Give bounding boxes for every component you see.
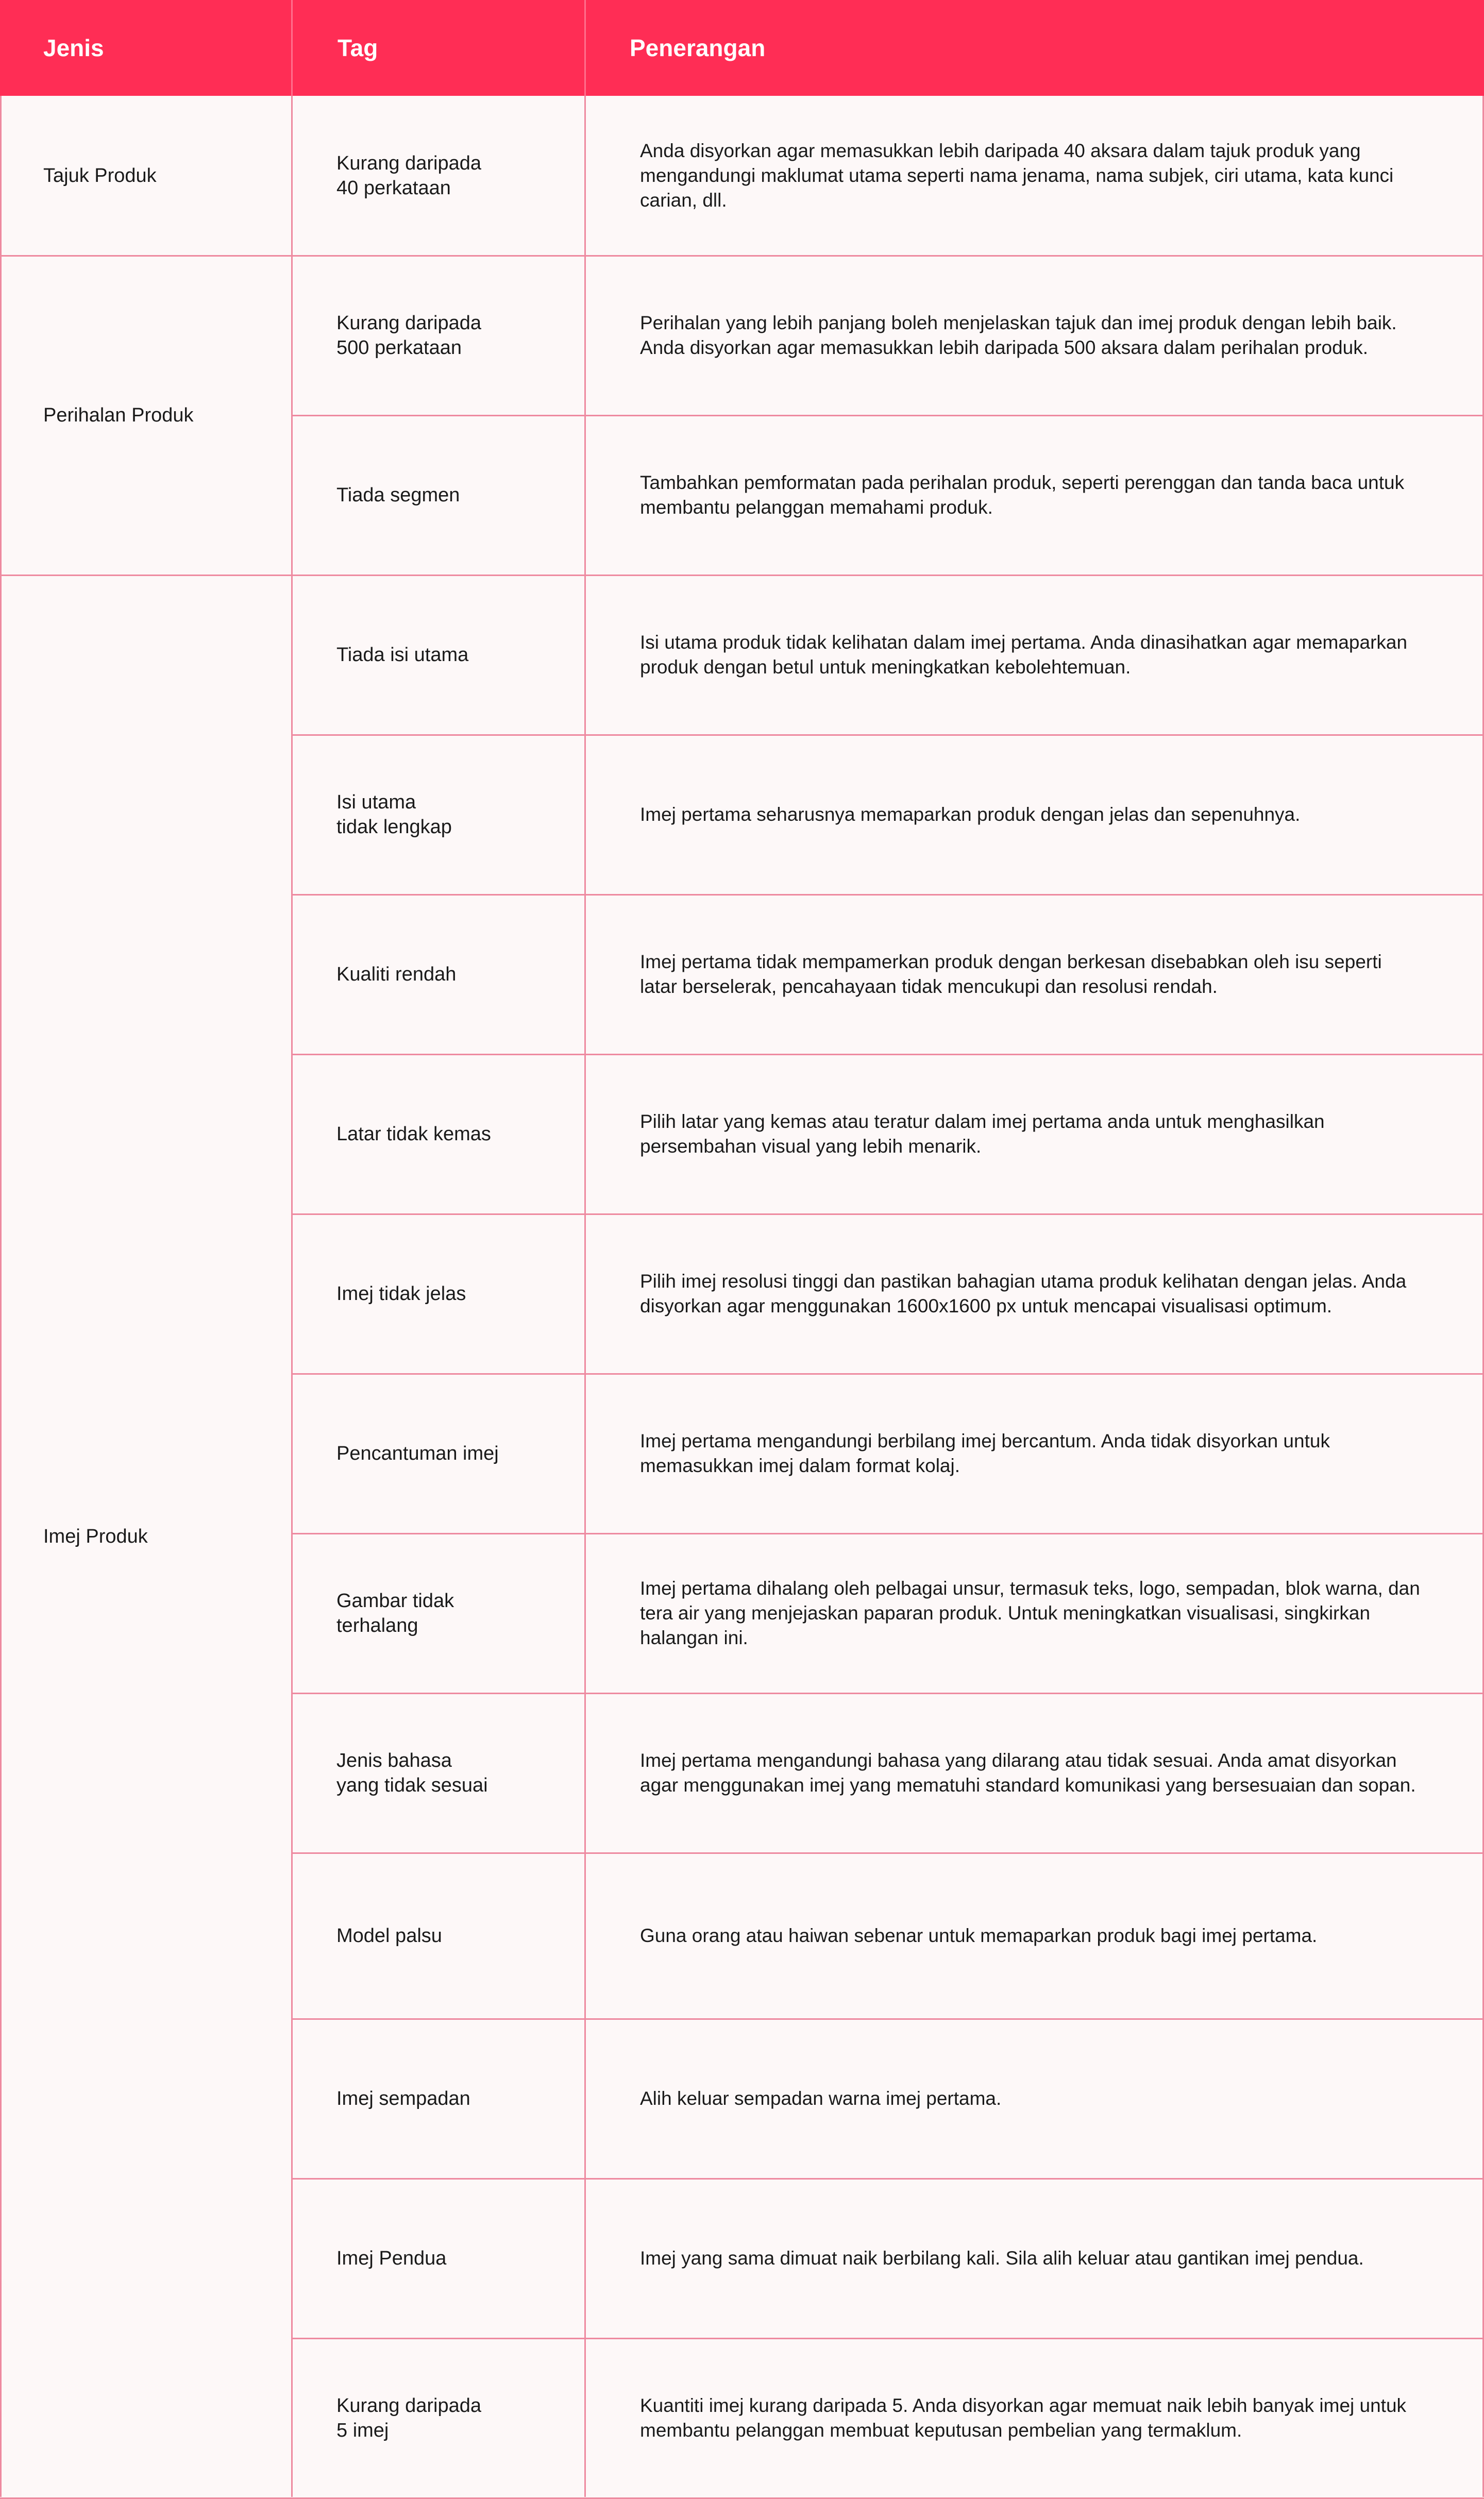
description-cell — [640, 1693, 1422, 1853]
row-divider — [292, 415, 1484, 416]
description-text: Guna orang atau haiwan sebenar untuk memaparkan produk bagi imej pertama. — [640, 1925, 1318, 1946]
header-type-label: Jenis — [43, 35, 104, 61]
description-text: Kuantiti imej kurang daripada 5. Anda disyorkan agar memuat naik lebih banyak imej untuk membantu pelanggan membuat keputusan pembelian yang termaklum. — [640, 2395, 1407, 2441]
type-text: Tajuk Produk — [43, 165, 157, 187]
tag-text: Jenis bahasa yang tidak sesuai — [336, 1750, 488, 1796]
description-text: Tambahkan pemformatan pada perihalan produk, seperti perenggan dan tanda baca untuk membantu pelanggan memahami produk. — [640, 472, 1405, 518]
row-divider — [292, 1054, 1484, 1055]
header-description-label: Penerangan — [630, 35, 766, 61]
description-cell — [640, 2019, 1422, 2179]
description-cell — [640, 1374, 1422, 1533]
type-cell — [43, 575, 282, 2498]
description-text: Pilih imej resolusi tinggi dan pastikan bahagian utama produk kelihatan dengan jelas. Anda disyorkan agar menggunakan 1600x1600 px untuk mencapai visualisasi optimum. — [640, 1271, 1407, 1316]
description-text: Imej pertama dihalang oleh pelbagai unsur, termasuk teks, logo, sempadan, blok warna, dan tera air yang menjejaskan paparan produk. Untuk meningkatkan visualisasi, singkirkan halangan ini. — [640, 1578, 1420, 1648]
tag-cell — [336, 894, 575, 1054]
tag-text: Tiada isi utama — [336, 644, 469, 666]
tag-cell — [336, 575, 575, 735]
tag-cell — [336, 2179, 575, 2338]
type-text: Imej Produk — [43, 1526, 148, 1547]
description-cell — [640, 1853, 1422, 2019]
description-text: Alih keluar sempadan warna imej pertama. — [640, 2088, 1002, 2109]
description-text: Imej yang sama dimuat naik berbilang kali. Sila alih keluar atau gantikan imej pendua. — [640, 2248, 1364, 2269]
header-description — [585, 0, 1484, 96]
description-text: Perihalan yang lebih panjang boleh menjelaskan tajuk dan imej produk dengan lebih baik. Anda disyorkan agar memasukkan lebih daripada 500 aksara dalam perihalan produk. — [640, 312, 1397, 358]
tag-text: Kurang daripada 500 perkataan — [336, 312, 481, 359]
description-cell — [640, 256, 1422, 415]
row-divider — [292, 2338, 1484, 2339]
tag-cell — [336, 1214, 575, 1374]
description-text: Anda disyorkan agar memasukkan lebih daripada 40 aksara dalam tajuk produk yang mengandungi maklumat utama seperti nama jenama, nama subjek, ciri utama, kata kunci carian, dll. — [640, 140, 1394, 211]
description-cell — [640, 2338, 1422, 2498]
tag-text: Kurang daripada 5 imej — [336, 2395, 481, 2441]
column-divider — [0, 96, 2, 2497]
tag-cell — [336, 96, 575, 256]
tag-text: Gambar tidak terhalang — [336, 1590, 454, 1636]
description-cell — [640, 1054, 1422, 1214]
tag-cell — [336, 2338, 575, 2498]
tag-cell — [336, 1374, 575, 1533]
tag-text: Isi utama tidak lengkap — [336, 791, 452, 838]
description-text: Pilih latar yang kemas atau teratur dalam imej pertama anda untuk menghasilkan persembahan visual yang lebih menarik. — [640, 1111, 1325, 1157]
description-text: Imej pertama seharusnya memaparkan produk dengan jelas dan sepenuhnya. — [640, 804, 1301, 825]
tag-text: Kurang daripada 40 perkataan — [336, 153, 481, 199]
tag-text: Latar tidak kemas — [336, 1123, 491, 1145]
type-cell — [43, 96, 282, 256]
type-cell — [43, 256, 282, 575]
tag-text: Pencantuman imej — [336, 1443, 499, 1464]
header-divider — [291, 0, 293, 96]
description-text: Imej pertama mengandungi berbilang imej bercantum. Anda tidak disyorkan untuk memasukkan imej dalam format kolaj. — [640, 1430, 1330, 1476]
tag-cell — [336, 1853, 575, 2019]
description-cell — [640, 1533, 1422, 1693]
header-tag-label: Tag — [338, 35, 378, 61]
row-divider — [292, 2018, 1484, 2020]
description-cell — [640, 96, 1422, 256]
tag-cell — [336, 1054, 575, 1214]
description-cell — [640, 1214, 1422, 1374]
row-divider — [292, 1213, 1484, 1215]
description-text: Imej pertama mengandungi bahasa yang dilarang atau tidak sesuai. Anda amat disyorkan agar menggunakan imej yang mematuhi standard komunikasi yang bersesuaian dan sopan. — [640, 1750, 1416, 1796]
tag-text: Imej Pendua — [336, 2248, 447, 2269]
row-divider — [292, 894, 1484, 896]
description-cell — [640, 735, 1422, 894]
tag-text: Model palsu — [336, 1925, 442, 1947]
row-divider — [292, 1693, 1484, 1694]
tag-cell — [336, 1533, 575, 1693]
column-divider — [291, 96, 293, 2497]
tag-cell — [336, 735, 575, 894]
description-cell — [640, 2179, 1422, 2338]
header-divider — [584, 0, 586, 96]
tag-cell — [336, 1693, 575, 1853]
tag-cell — [336, 256, 575, 415]
tag-text: Imej sempadan — [336, 2088, 470, 2109]
header-type — [0, 0, 292, 96]
header-tag — [292, 0, 585, 96]
type-text: Perihalan Produk — [43, 404, 194, 426]
row-divider — [292, 1852, 1484, 1854]
tag-cell — [336, 2019, 575, 2179]
description-cell — [640, 415, 1422, 575]
row-divider — [292, 734, 1484, 736]
row-divider — [292, 1533, 1484, 1534]
row-divider — [292, 2178, 1484, 2180]
row-divider — [292, 1373, 1484, 1375]
tag-cell — [336, 415, 575, 575]
tag-text: Imej tidak jelas — [336, 1283, 466, 1305]
tag-text: Tiada segmen — [336, 484, 460, 506]
column-divider — [584, 96, 586, 2497]
description-text: Isi utama produk tidak kelihatan dalam imej pertama. Anda dinasihatkan agar memaparkan produk dengan betul untuk meningkatkan kebolehtemuan. — [640, 632, 1408, 678]
description-cell — [640, 894, 1422, 1054]
tag-text: Kualiti rendah — [336, 964, 457, 985]
description-text: Imej pertama tidak mempamerkan produk dengan berkesan disebabkan oleh isu seperti latar berselerak, pencahayaan tidak mencukupi dan resolusi rendah. — [640, 951, 1382, 997]
description-cell — [640, 575, 1422, 735]
